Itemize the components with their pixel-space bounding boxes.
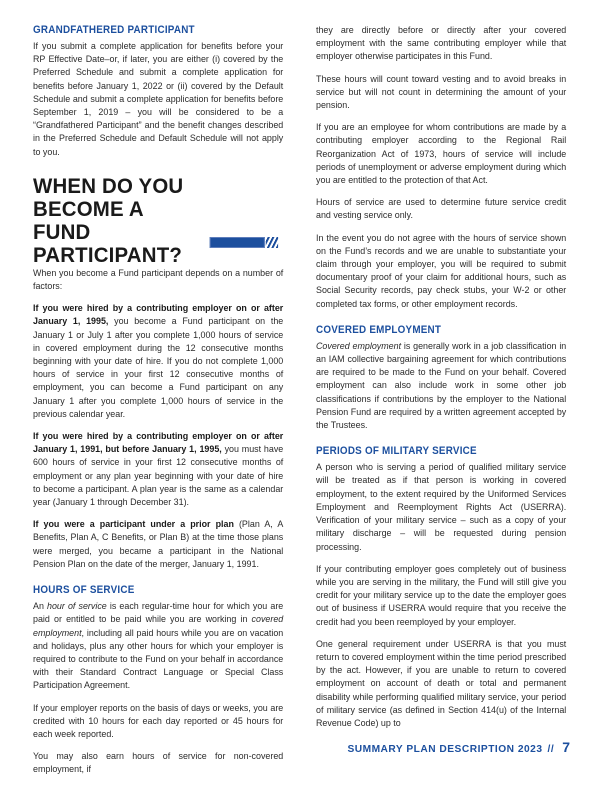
hatch-stripes-icon [266,237,278,248]
subhead-hours-of-service: HOURS OF SERVICE [33,584,135,597]
body-hired-1995: you become a Fund participant on the January 1 or July 1 after you complete 1,000 hours of service in covered employment during the 12 consecutive months beginning with your date of hire. If you do not complete 1,000 hours of service in your first 12 consecutive months of employment, you can become a Fund participant on any January 1 after you complete 1,000 hours of service in the previous calendar year. [33,316,284,419]
subhead-periods-of-military-service: PERIODS OF MILITARY SERVICE [316,445,477,458]
lead-in-hired-1995: If you were hired by a contributing employer on or after January 1, 1995, [33,303,284,327]
paragraph-military-userra: A person who is serving a period of qualified military service will be treated as if that person is working in covered employment, to the extent required by the Uniformed Services Employment and Reemployment Rights Act (USERRA). Verification of your military service – such as a copy of your military discharge – will be requested during pension processing. [316,462,567,552]
paragraph-military-return-requirement: One general requirement under USERRA is that you must return to covered employment within the time period prescribed by the act. However, if you are unable to return to covered employment on account of death or total and permanent disability while performing qualified military service, your period of military service (as defined in Section 414(u) of the Internal Revenue Code) up to [316,638,567,728]
term-covered-employment: covered employment [33,614,284,638]
paragraph-non-covered-employment: You may also earn hours of service for non-covered employment, if [33,751,284,775]
paragraph-military-employer-out-of-business: If your contributing employer goes completely out of business while you are serving in the military, the Fund will still give you credit for your military service up to the date the employer goes out of business if USERRA would require that you receive the credit had you been reemployed by your employer. [316,563,567,627]
subhead-covered-employment: COVERED EMPLOYMENT [316,323,442,336]
footer-separator: // [547,744,555,755]
paragraph-continued-from-left: they are directly before or directly after your covered employment with the same contributing employer while that employer otherwise participates in this Fund. [316,25,567,62]
paragraph-future-service-credit: Hours of service are used to determine future service credit and vesting service only. [316,197,567,221]
hours-text-a1: An [33,601,48,612]
body-hired-1991: you must have 600 hours of service in your first 12 consecutive months of employment or any plan year beginning with your date of hire to become a participant. A plan year is the same as a calendar year (January 1 through December 31). [33,444,284,508]
subhead-grandfathered-participant: GRANDFATHERED PARTICIPANT [33,24,195,36]
page-title-line-2: FUND PARTICIPANT? [33,219,183,267]
paragraph-vesting-credit: These hours will count toward vesting and to avoid breaks in service but will not count in determining the amount of your pension. [316,73,567,111]
paragraph-days-or-weeks: If your employer reports on the basis of days or weeks, you are credited with 10 hours for each day reported or 45 hours for each week reported. [33,702,284,739]
paragraph-hour-of-service-definition [33,600,283,692]
body-covered-employment: is generally work in a job classification in an IAM collective bargaining agreement for which contributions are required to be made to the Fund on your behalf. Covered employment can also include work in some other job classifications if contributions by the employer to the National Pension Fund are required by a written agreement accepted by the Trustees. [316,340,567,431]
right-column [316,24,574,739]
body-prior-plan: (Plan A, A Benefits, Plan A, C Benefits, or Plan B) at the time those plans were merged, you became a participant in the National Pension Plan on the date of the merger, January 1, 1991. [33,519,284,569]
paragraph-regional-rail-act: If you are an employee for whom contributions are made by a contributing employer according to the Regional Rail Reorganization Act of 1973, hours of service will include periods of unemployment or adverse employment during which you are entitled to the protection of that Act. [316,122,567,186]
hours-text-a3: , including all paid hours while you are on vacation and holidays, plus any other hours for which your employer is required to contribute to the Fund on your behalf in accordance with their Standard Contract Language or Special Class Participation Agreement. [33,627,284,691]
term-hour-of-service: hour of service [47,601,107,612]
page-title-line-1: WHEN DO YOU BECOME A [33,173,184,221]
page-title [33,175,278,267]
lead-in-prior-plan: If you were a participant under a prior plan [33,519,234,530]
paragraph-prior-plan [33,518,283,571]
paragraph-covered-employment [316,340,566,432]
paragraph-depends-on-factors: When you become a Fund participant depends on a number of factors: [33,267,284,292]
page-footer [347,739,570,755]
footer-page-number: 7 [562,739,570,755]
footer-document-title: SUMMARY PLAN DESCRIPTION 2023 [347,744,543,755]
title-decoration [210,237,278,250]
paragraph-hired-1991 [33,430,283,509]
two-column-layout [33,24,570,786]
paragraph-dispute-hours: In the event you do not agree with the hours of service shown on the Fund’s records and we are unable to substantiate your claim through your employer, you will be required to submit documentary proof of your claim for additional hours, such as Social Security records, pay check stubs, your W-2 or other completed tax forms, or other employment records. [316,232,567,309]
paragraph-hired-1995 [33,302,283,421]
page-title-line-2-row [33,221,278,267]
hours-text-a2: is each regular-time hour for which you are paid or entitled to be paid while you are working in [33,601,284,625]
lead-in-hired-1991: If you were hired by a contributing employer on or after January 1, 1991, but before January 1, 1995, [33,431,284,455]
blue-rule-bar [210,237,265,248]
paragraph-grandfathered: If you submit a complete application for benefits before your RP Effective Date–or, if later, you are either (i) covered by the Preferred Schedule and submit a complete application for benefits before January 1, 2022 or (ii) covered by the Default Schedule and submit a complete application for benefits before September 1, 2019 – you will be considered to be a “Grandfathered Participant” and the benefit changes described in the Preferred Schedule and Default Schedule will not apply to you. [33,41,284,157]
term-covered-employment-definition: Covered employment [316,340,402,351]
left-column [33,24,291,786]
